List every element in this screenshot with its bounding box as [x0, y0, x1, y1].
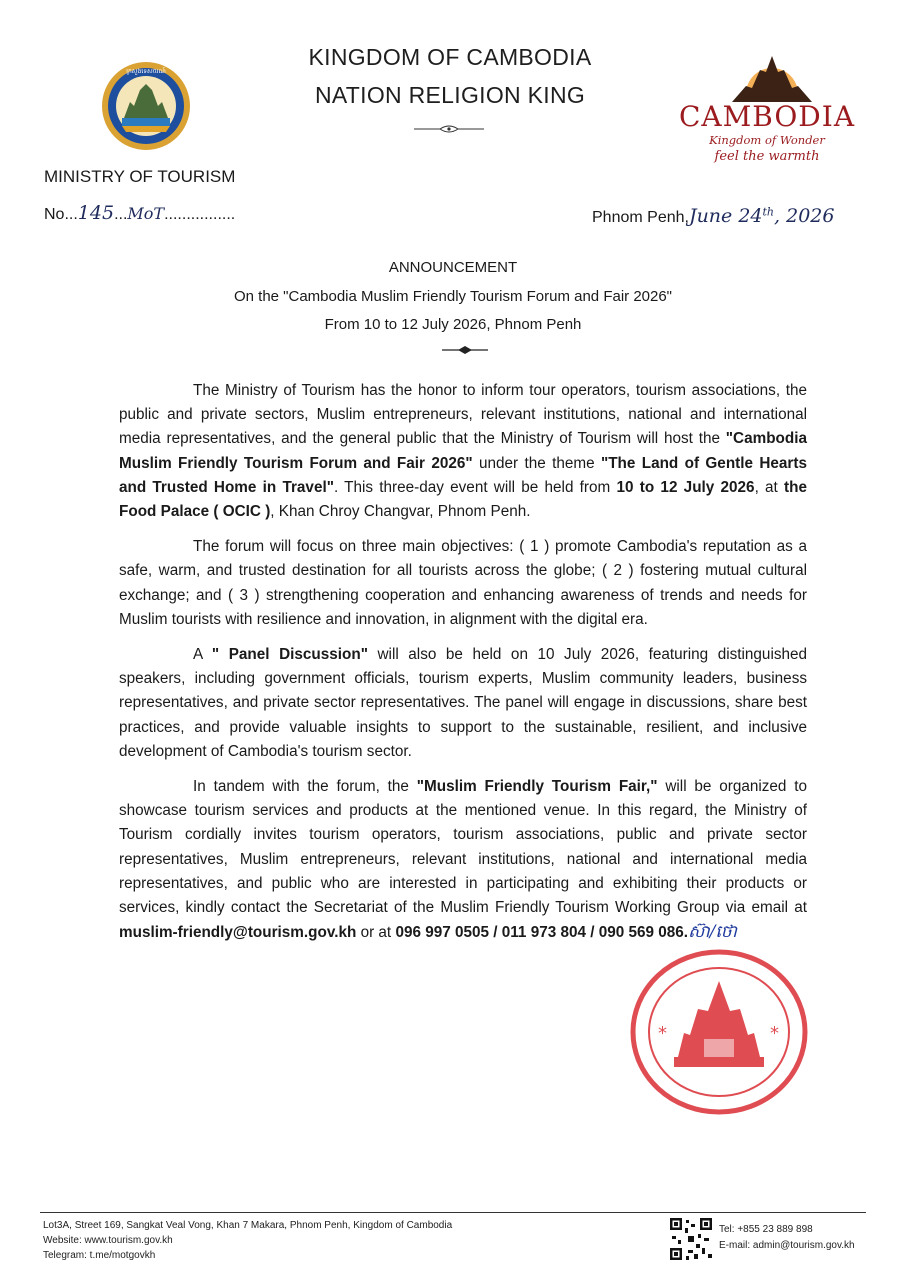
- paragraph-2: The forum will focus on three main objectives: ( 1 ) promote Cambodia's reputation as a safe, warm, and trusted destination for all tourists across the globe; ( 2 ) fostering mutual cultural exchange; and ( 3 ) strengthening cooperation and enhancing awareness of trends and needs for Muslim tourists with resilience and innovation, in alignment with the digital era.: [119, 538, 807, 628]
- ref-dots: ................: [164, 206, 236, 223]
- ref-number-handwritten: 145: [77, 202, 115, 224]
- ministry-name: MINISTRY OF TOURISM: [44, 167, 236, 186]
- motto: NATION RELIGION KING: [314, 82, 586, 108]
- footer-divider: [40, 1212, 866, 1213]
- ref-suffix-handwritten: MoT: [127, 204, 165, 223]
- announcement-body: [119, 379, 807, 945]
- ref-prefix: No...: [44, 206, 78, 223]
- brand-tagline-1: Kingdom of Wonder: [709, 133, 825, 147]
- footer-address: Lot3A, Street 169, Sangkat Veal Vong, Khan 7 Makara, Phnom Penh, Kingdom of Cambodia: [43, 1220, 453, 1231]
- p1-text-c: under the theme: [472, 454, 601, 472]
- ref-mid: ...: [114, 206, 128, 223]
- p4-text-e: or at: [356, 924, 396, 942]
- ministry-seal-logo: [100, 60, 192, 152]
- footer-telephone: Tel: +855 23 889 898: [719, 1224, 813, 1235]
- brand-name: CAMBODIA: [678, 100, 856, 133]
- announcement-subtitle: On the "Cambodia Muslim Friendly Tourism Forum and Fair 2026": [233, 288, 673, 305]
- event-theme: "The Land of Gentle Hearts and Trusted Home in Travel": [119, 454, 807, 496]
- announcement-heading: ANNOUNCEMENT: [388, 259, 518, 276]
- reference-number: [44, 202, 235, 224]
- p1-text-a: The Ministry of Tourism has the honor to inform tour operators, tourism associations, the public and private sectors, Muslim entrepreneurs, relevant institutions, national and international media representatives, and the general public that the Ministry of Tourism will host the: [119, 382, 807, 448]
- svg-text:ក្រសួងទេសចរណ៍: ក្រសួងទេសចរណ៍: [126, 68, 166, 75]
- paragraph-4: [119, 775, 807, 945]
- ornament-divider: [414, 123, 484, 135]
- p4-text-c: will be organized to showcase tourism services and products at the mentioned venue. In this regard, the Ministry of Tourism cordially invites tourism operators, tourism associations, public and private sector representatives, Muslim entrepreneurs, relevant institutions, national and international media representatives, and public who are interested in participating and exhibiting their products or services, kindly contact the Secretariat of the Muslim Friendly Tourism Working Group via email at: [119, 778, 807, 917]
- announcement-dates: From 10 to 12 July 2026, Phnom Penh: [324, 316, 582, 333]
- p1-text-g: , at: [754, 478, 785, 496]
- date-line: [592, 205, 834, 227]
- paragraph-1: [119, 379, 807, 524]
- place: Phnom Penh,: [592, 209, 689, 226]
- qr-code-icon: [668, 1216, 714, 1262]
- cambodia-brand-logo: [712, 52, 832, 102]
- ornament-divider-small: [440, 345, 490, 355]
- handwritten-initials: ស៊ា/ថោ: [688, 922, 737, 943]
- footer-email: E-mail: admin@tourism.gov.kh: [719, 1240, 855, 1251]
- panel-discussion: " Panel Discussion": [211, 646, 368, 664]
- official-stamp: [628, 947, 810, 1117]
- contact-email: muslim-friendly@tourism.gov.kh: [119, 924, 357, 942]
- date-ordinal: th: [762, 205, 775, 219]
- date-year-handwritten: , 2026: [774, 205, 835, 227]
- kingdom-title: KINGDOM OF CAMBODIA: [308, 44, 592, 70]
- svg-text:*: *: [770, 1023, 779, 1044]
- svg-text:*: *: [658, 1023, 667, 1044]
- paragraph-3: [119, 643, 807, 764]
- footer-telegram: Telegram: t.me/motgovkh: [43, 1250, 156, 1261]
- p1-text-i: , Khan Chroy Changvar, Phnom Penh.: [270, 503, 531, 521]
- p1-text-e: . This three-day event will be held from: [333, 478, 617, 496]
- brand-tagline-2: feel the warmth: [714, 149, 820, 164]
- p3-text-a: A: [193, 646, 212, 664]
- date-handwritten: June 24: [688, 205, 763, 227]
- p4-text-a: In tandem with the forum, the: [193, 778, 417, 796]
- footer-website: Website: www.tourism.gov.kh: [43, 1235, 173, 1246]
- contact-phones: 096 997 0505 / 011 973 804 / 090 569 086.: [395, 924, 689, 942]
- fair-name: "Muslim Friendly Tourism Fair,": [416, 778, 658, 796]
- event-venue: the Food Palace ( OCIC ): [119, 478, 807, 521]
- event-name: "Cambodia Muslim Friendly Tourism Forum and Fair 2026": [119, 430, 807, 472]
- p3-text-c: will also be held on 10 July 2026, featuring distinguished speakers, including government officials, tourism experts, Muslim community leaders, business representatives, and private sector representatives. The panel will engage in discussions, share best practices, and provide valuable insights to support to the sustainable, resilient, and inclusive development of Cambodia's tourism sector.: [119, 646, 808, 760]
- event-dates: 10 to 12 July 2026: [616, 478, 755, 496]
